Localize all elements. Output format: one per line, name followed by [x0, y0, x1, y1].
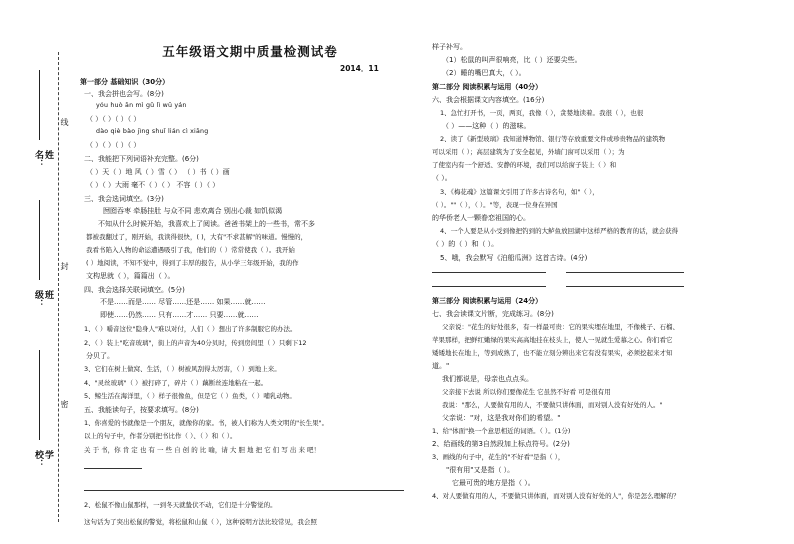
- q7-item2: 2、给画线的第3自然段加上标点符号。(2分): [432, 440, 570, 448]
- poem-line-3: [432, 286, 546, 287]
- binding-dashed-line: [58, 52, 59, 522]
- q5-item1: 1、你喜爱的书就像是一个朋友，就像你的家。书，被人们称为人类文明的"长生果"。: [84, 419, 329, 427]
- q4-item5: 5、鲸生活在海洋里，（ ）样子很像鱼，但是它（ ）鱼类，（ ）哺乳动物。: [84, 392, 296, 400]
- q5-item2: 2、松鼠不像山鼠那样，一到冬天就蛰伏不动，它们是十分警觉的。: [84, 501, 277, 509]
- binding-word-xian: 线: [60, 118, 69, 127]
- q7-passage-3: 矮矮地长在地上，等到成熟了，也不能立刻分辨出来它有没有果实，必须挖起来才知: [432, 349, 673, 357]
- r-line-2: （2）睡的嘴巴真大，（ ）。: [442, 69, 526, 77]
- q3-passage-line1: 不知从什么时候开始，我喜欢上了阅读。爸爸书架上的一些书，常不多: [98, 220, 315, 228]
- poem-line-4: [566, 286, 684, 287]
- q6-item1-cont: （ ）——这种（ ）的滋味。: [442, 122, 531, 130]
- q3-passage-line2: 都被我翻过了，刚开始，我读得很快，( )，大有"不求甚解"的味道。慢慢的，: [86, 233, 308, 241]
- q4-item4: 4、"灵丝玻璃"（ ）被打碎了，碎片（ ）藕断丝连地粘在一起。: [84, 379, 268, 387]
- q3-word-bank: 囫囵吞枣 牵肠挂肚 与众不同 悲欢离合 别出心裁 如饥似渴: [103, 207, 283, 215]
- q6-item1: 1、急忙打开书，一页，两页，我像（ ），贪婪地读着。我很（ ），也很: [440, 109, 644, 117]
- q7-item3: 3、画线的句子中，花生的"不好看"是指（ ），: [432, 453, 565, 461]
- school-line: [39, 350, 40, 440]
- q7-passage-2: 苹果那样，把鲜红嫩绿的果实高高地挂在枝头上，使人一见就生爱慕之心。你们看它: [432, 336, 673, 344]
- q1-answer-row2: （ ）（ ）（ ）（ ）: [86, 141, 141, 149]
- q2-heading: 二、我能把下列词语补充完整。(6分): [84, 155, 199, 163]
- q7-item3-cont2: 它最可贵的地方是指（ ）。: [452, 479, 535, 487]
- q4-item2: 2、（ ）装上"吃音玻璃"，街上的声音为40分贝时，传到房间里（ ）只剩下12: [84, 339, 307, 347]
- q5-item1-prompt: 以上的句子中，作者分别把书比作（ ）、（ ）和（ ）。: [84, 432, 237, 440]
- q7-item1: 1、给"体面"换一个意思相近的词语。（ ）。(1分): [432, 427, 571, 435]
- answer-line-1: [84, 468, 142, 469]
- q7-passage-4: 道。": [432, 362, 450, 370]
- name-line: [39, 70, 40, 140]
- q6-item4: 4、一个人要是从小受到像把钓到的大鲈鱼放回湖中这样严格的教育的话，就会获得: [440, 227, 679, 235]
- q6-item5: 5、哦，我会默写《泊船瓜洲》这首古诗。(4分): [440, 254, 588, 262]
- r-line-1: （1）松鼠的叫声很响亮，比（ ）还要尖些。: [442, 56, 582, 64]
- q3-passage-line5: 文构思就（ ），篇篇出（ ）。: [86, 272, 175, 280]
- q6-item3-cont1: （ ）。""（ ），（ ）。"等，表现一位身在异国: [432, 201, 558, 209]
- q3-heading: 三、我会选词填空。(3分): [84, 195, 164, 203]
- binding-margin: [0, 0, 70, 544]
- q6-item2-cont1: 可以采用（ ）；高层建筑为了安全起见，外墙门窗可以采用（ ）；为: [432, 148, 625, 156]
- q6-item2-cont3: （ ）。: [432, 174, 452, 182]
- q4-options-row2: 即使……仍然…… 只有……才…… 只要……就……: [100, 311, 259, 319]
- q5-item2-cont: 这句话为了突出松鼠的警觉，将松鼠和山鼠（ ），这种说明方法比较常见，我会照: [84, 518, 317, 526]
- q7-passage-1: 父亲说："花生的好处很多，有一样最可贵：它的果实埋在地里，不像桃子、石榴、: [442, 323, 679, 331]
- q7-passage-6: 父亲接下去说 所以你们要像花生 它虽然不好看 可是很有用: [442, 388, 611, 396]
- answer-line-2: [84, 490, 404, 491]
- q7-passage-5: 我们都说是，母亲也点点头。: [442, 375, 533, 383]
- class-label: 班级：: [33, 290, 53, 308]
- q1-pinyin-row2: dào qiè bào jìng shuǐ lián cì xiāng: [96, 128, 209, 135]
- exam-title: 五年级语文期中质量检测试卷: [162, 44, 338, 59]
- q6-item2: 2、读了《新型玻璃》我知道博物馆、银行等存放重要文件或珍贵物品的建筑物: [440, 135, 666, 143]
- r-line-0: 样子补写。: [432, 43, 467, 51]
- q7-heading: 七、我会读课文片断，完成练习。(8分): [432, 310, 554, 318]
- q7-passage-7: 我说："那么，人要做有用的人，不要做只讲体面，而对别人没有好处的人。": [442, 401, 663, 409]
- q7-passage-8: 父亲说："对，这是我对你们的希望。": [442, 414, 561, 422]
- q6-item2-cont2: 了使室内有一个舒适、安静的环境，我们可以给窗子装上（ ）和: [432, 161, 617, 169]
- exam-date: 2014．11: [340, 64, 379, 73]
- school-label: 学校：: [33, 450, 53, 468]
- q6-heading: 六、我会根据课文内容填空。(16分): [432, 96, 545, 104]
- poem-line-1: [432, 272, 546, 273]
- q4-item1: 1、（ ）嚼音这位"隐身人"难以对付，人们（ ）想出了许多制服它的办法。: [84, 325, 297, 333]
- q4-item2-cont: 分贝了。: [86, 352, 114, 360]
- part2-heading: 第二部分 阅读积累与运用（40分）: [432, 83, 543, 91]
- q5-heading: 五、我能读句子，按要求填写。(8分): [84, 406, 199, 414]
- q6-item4-cont: （ ）的（ ）和（ ）。: [432, 240, 499, 248]
- q5-item1-task: 关 于 书，你 肯 定 也 有 一 些 自 创 的 比 喻，请 大 胆 地 把 它 们 写 出 来 吧！: [84, 446, 321, 454]
- class-line: [39, 200, 40, 280]
- part3-heading: 第三部分 阅读积累与运用（24分）: [432, 297, 543, 305]
- poem-line-2: [566, 272, 684, 273]
- q7-item4: 4、对人要做有用的人，不要做只讲体面，而对别人没有好处的人"，你是怎么理解的？: [432, 492, 680, 500]
- name-label: 姓名：: [33, 150, 53, 168]
- q6-item3-cont2: 的华侨老人一颗眷恋祖国的心。: [432, 214, 530, 222]
- q2-row1: （ ）天（ ）地 风（ ）雪（ ） （ ）书（ ）画: [86, 168, 230, 176]
- q1-pinyin-row1: yóu huò ān mì gǔ lì wū yán: [96, 102, 187, 109]
- q1-heading: 一、我会拼也会写。(8分): [84, 90, 164, 98]
- q4-options-row1: 不是……而是…… 尽管……还是…… 如果……就……: [100, 298, 266, 306]
- q3-passage-line3: 我看书陷入人物的命运遭遇吸引了我，他们的（ ）常常使我（ ）。我开始: [86, 246, 295, 254]
- q6-item3: 3、《梅花魂》这篇课文引用了许多古诗名句，如"（ ），: [440, 188, 599, 196]
- q3-passage-line4: ( ）地阅读，不知不觉中，得到了丰厚的报告，从小学三年级开始，我的作: [86, 259, 299, 267]
- q1-answer-row1: （ ）（ ）（ ）（ ）: [86, 115, 141, 123]
- part1-heading: 第一部分 基础知识（30分）: [80, 78, 170, 86]
- q4-heading: 四、我会选择关联词填空。(5分): [84, 286, 185, 294]
- q7-item3-cont1: "很有用"又是指（ ）。: [446, 466, 515, 474]
- binding-word-feng: 封: [60, 262, 69, 271]
- q4-item3: 3、它们在树上做窝、生活，（ ）树被风刮得太厉害，（ ）到地上来。: [84, 365, 281, 373]
- binding-word-mi: 密: [60, 400, 69, 409]
- q2-row2: （ ）（ ）大雨 毫不（ ）（ ） 不容（ ）（ ）: [86, 181, 220, 189]
